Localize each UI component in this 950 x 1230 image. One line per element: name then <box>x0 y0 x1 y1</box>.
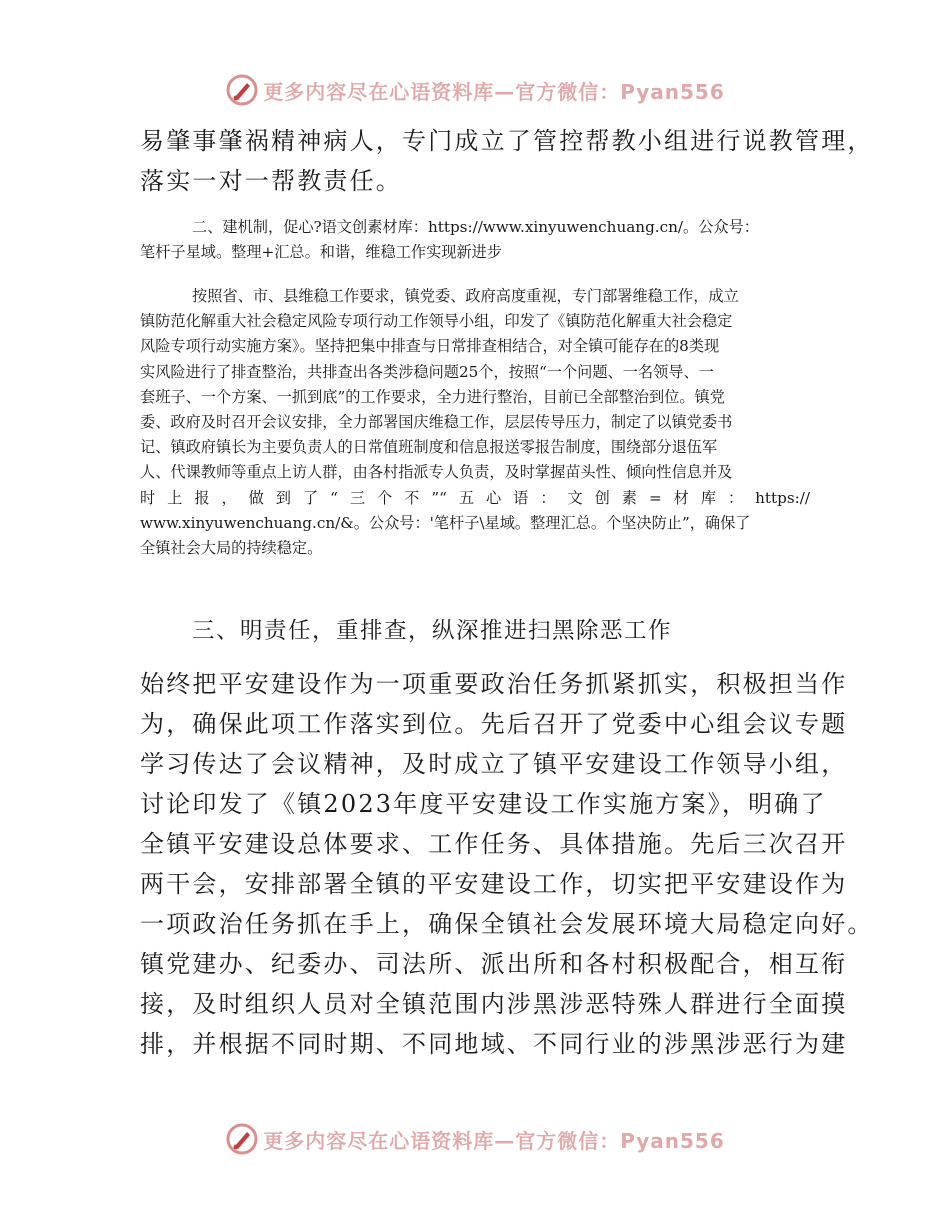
text-line: 人、代课教师等重点上访人群，由各村指派专人负责，及时掌握苗头性、倾向性信息并及 <box>140 463 733 482</box>
text-line: 接，及时组织人员对全镇范围内涉黑涉恶特殊人群进行全面摸 <box>140 990 848 1018</box>
text-line: 全镇平安建设总体要求、工作任务、具体措施。先后三次召开 <box>140 830 848 858</box>
text-line: 笔杆子星域。整理+汇总。和谐，维稳工作实现新进步 <box>140 243 503 262</box>
pen-nib-icon <box>225 1122 259 1156</box>
text-line: 一项政治任务抓在手上，确保全镇社会发展环境大局稳定向好。 <box>140 910 874 938</box>
text-line: 镇防范化解重大社会稳定风险专项行动工作领导小组，印发了《镇防范化解重大社会稳定 <box>140 312 733 331</box>
text-line: 始终把平安建设作为一项重要政治任务抓紧抓实，积极担当作 <box>140 670 848 698</box>
watermark-text: 更多内容尽在心语资料库—官方微信：Pyan556 <box>263 79 725 104</box>
footer-watermark-banner <box>0 1119 950 1159</box>
text-line: 实风险进行了排查整治，共排查出各类涉稳问题25个，按照“一个问题、一名领导、一 <box>140 362 714 381</box>
text-line: 风险专项行动实施方案》。坚持把集中排查与日常排查相结合，对全镇可能存在的8类现 <box>140 337 720 356</box>
text-line: www.xinyuwenchuang.cn/&。公众号：'笔杆子\星域。整理汇总。个坚决防止”，确保了 <box>140 513 751 532</box>
header-watermark-banner <box>0 70 950 110</box>
heading-text: 三、明责任，重排查，纵深推进扫黑除恶工作 <box>192 618 673 644</box>
text-line: 易肇事肇祸精神病人，专门成立了管控帮教小组进行说教管理， <box>140 127 874 155</box>
text-line: 讨论印发了《镇2023年度平安建设工作实施方案》，明确了 <box>140 790 827 818</box>
text-line: 全镇社会大局的持续稳定。 <box>140 539 323 558</box>
text-line: 按照省、市、县维稳工作要求，镇党委、政府高度重视，专门部署维稳工作，成立 <box>192 287 739 305</box>
text-line: 套班子、一个方案、一抓到底”的工作要求，全力进行整治，目前已全部整治到位。镇党 <box>140 387 725 406</box>
text-line: 二、建机制，促心?语文创素材库：https://www.xinyuwenchuang.cn/。公众号： <box>192 218 759 236</box>
section-3-body <box>140 664 874 1064</box>
text-line: 时上报，做到了“三个不”“五心语：文创素=材库：https:// <box>140 488 810 507</box>
text-line: 两干会，安排部署全镇的平安建设工作，切实把平安建设作为 <box>140 870 848 898</box>
text-line: 落实一对一帮教责任。 <box>140 167 402 195</box>
section-3-heading <box>192 611 812 651</box>
text-line: 为，确保此项工作落实到位。先后召开了党委中心组会议专题 <box>140 710 848 738</box>
text-line: 镇党建办、纪委办、司法所、派出所和各村积极配合，相互衔 <box>140 950 848 978</box>
text-line: 委、政府及时召开会议安排，全力部署国庆维稳工作，层层传导压力，制定了以镇党委书 <box>140 413 733 432</box>
text-line: 学习传达了会议精神，及时成立了镇平安建设工作领导小组， <box>140 750 848 778</box>
section-2-heading <box>140 215 810 265</box>
text-line: 排，并根据不同时期、不同地域、不同行业的涉黑涉恶行为建 <box>140 1030 848 1058</box>
watermark-text: 更多内容尽在心语资料库—官方微信：Pyan556 <box>263 1128 725 1153</box>
intro-paragraph <box>140 121 874 201</box>
section-2-body <box>140 284 810 561</box>
pen-nib-icon <box>225 73 259 107</box>
text-line: 记、镇政府镇长为主要负责人的日常值班制度和信息报送零报告制度，围绕部分退伍军 <box>140 438 718 457</box>
